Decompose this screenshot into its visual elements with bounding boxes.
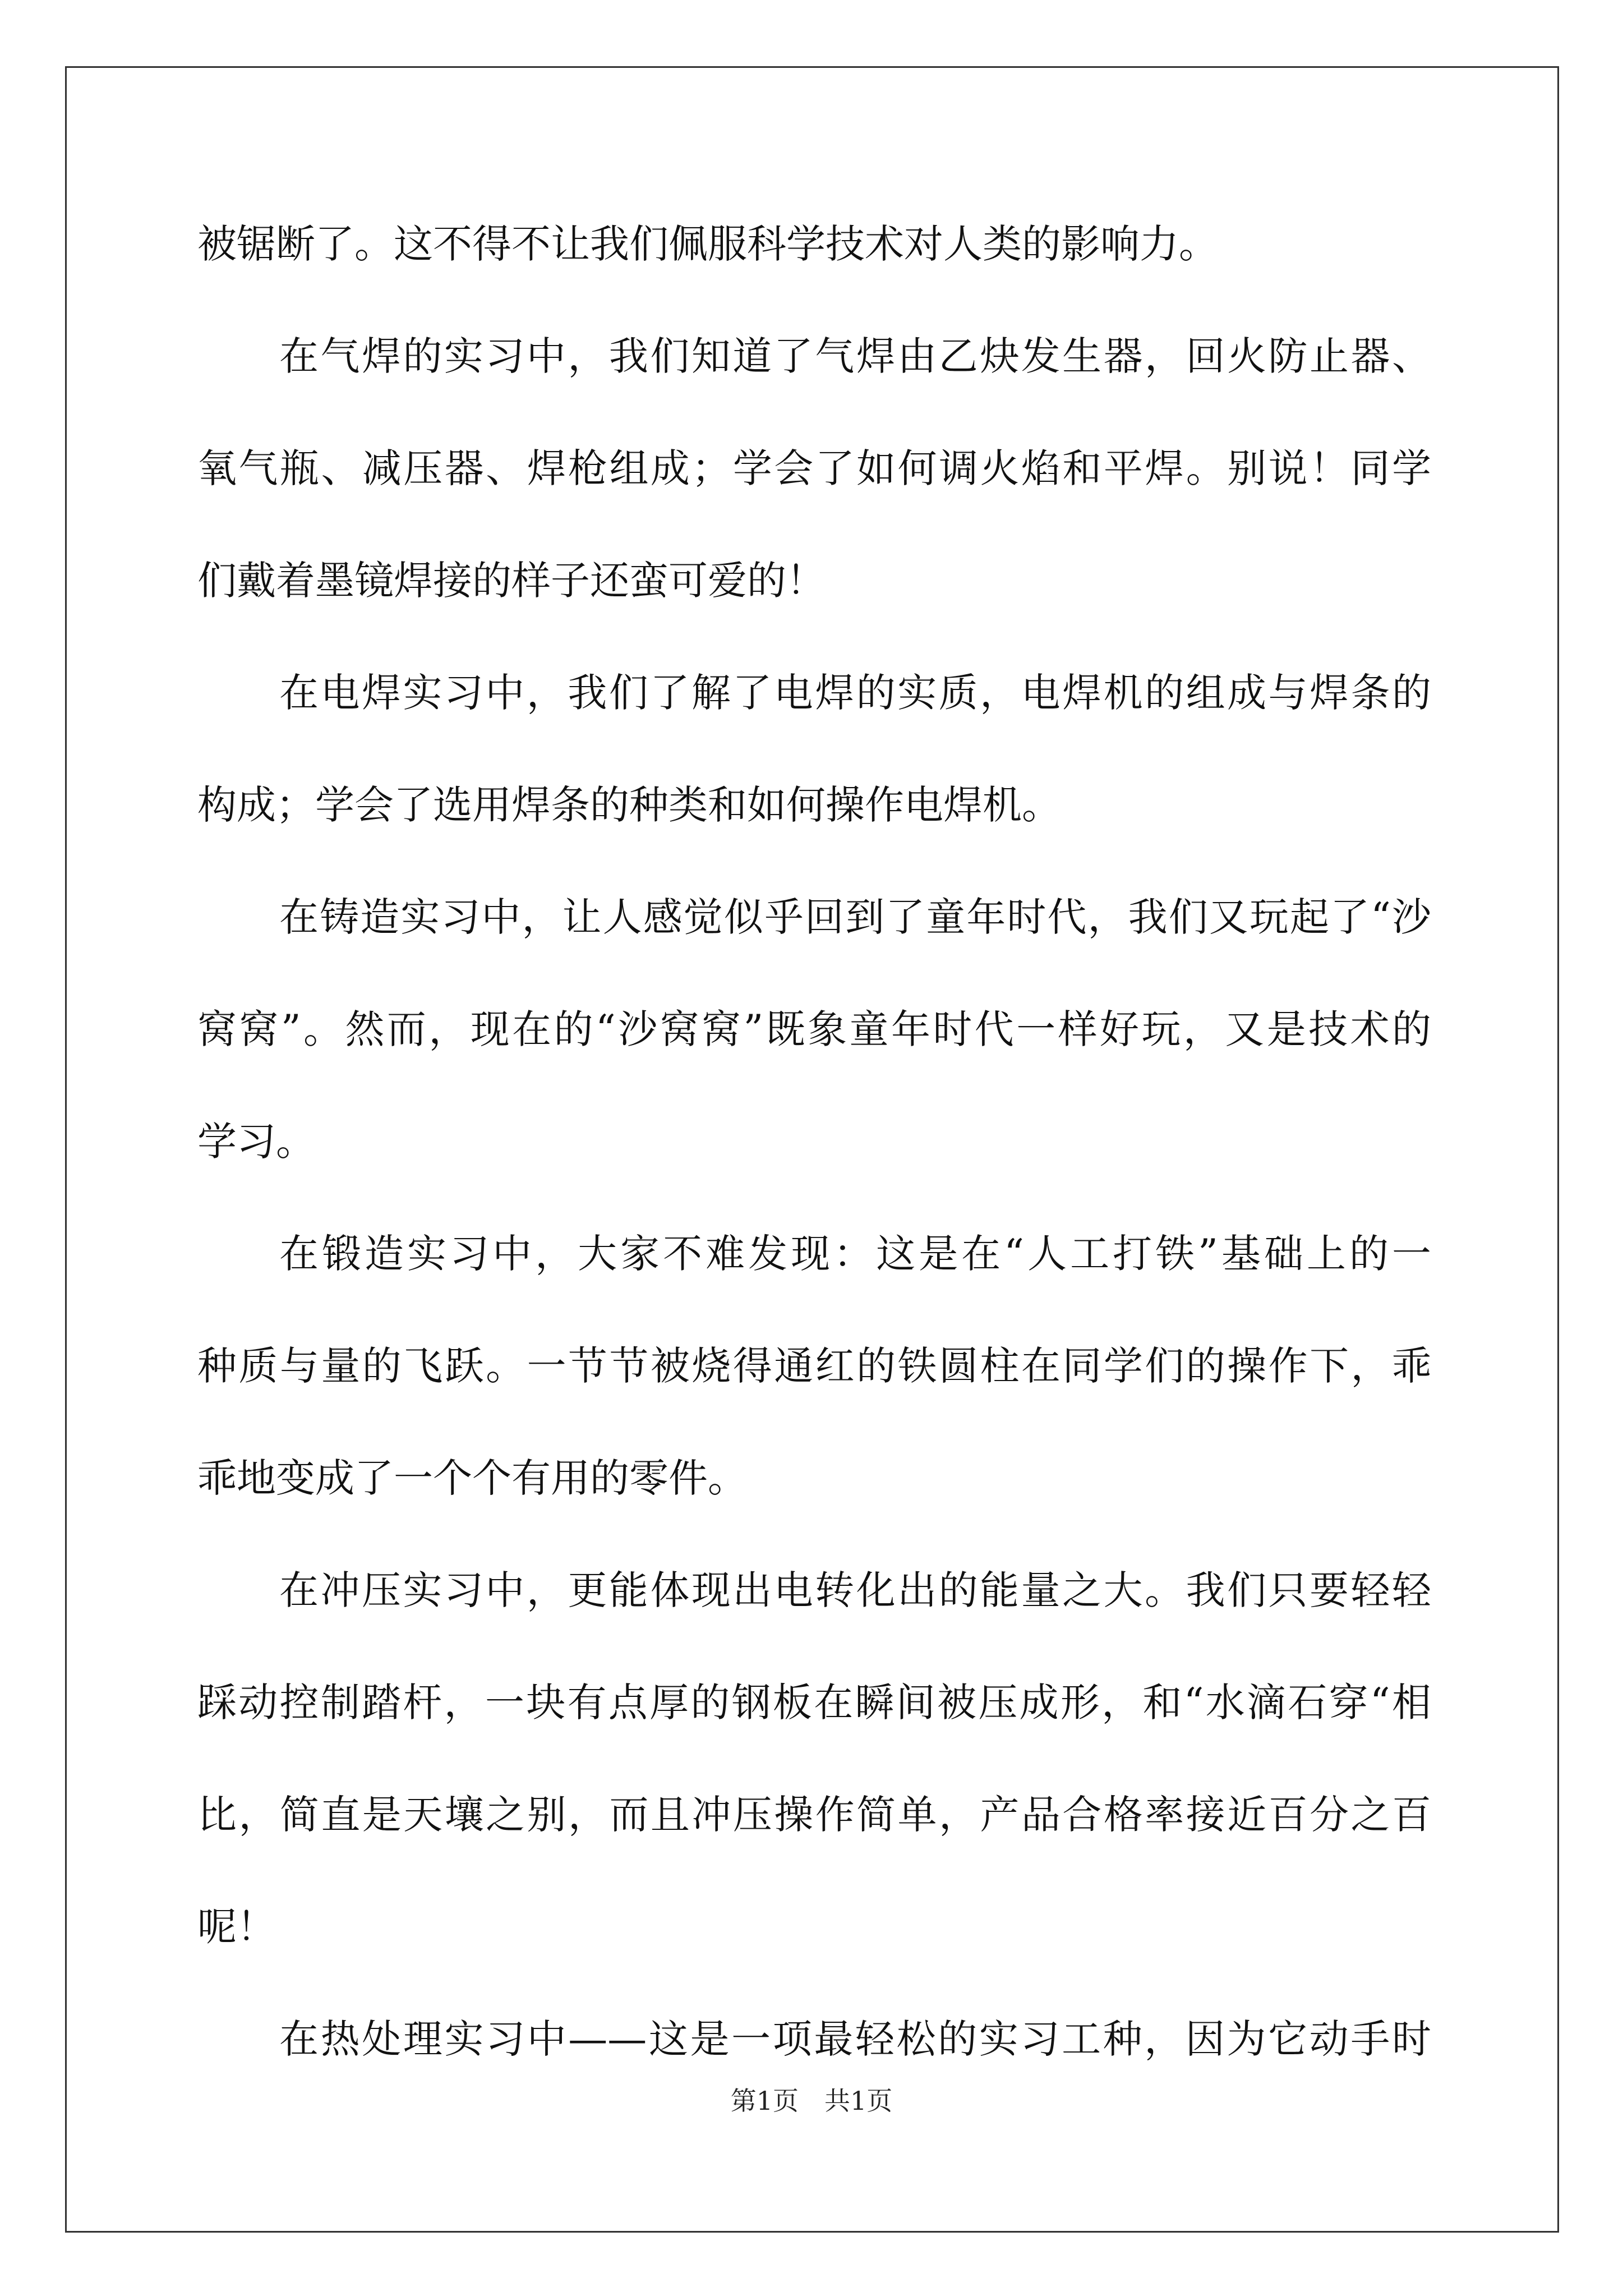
text-line: 们戴着墨镜焊接的样子还蛮可爱的！ — [197, 558, 826, 604]
text-line: 窝窝”。然而，现在的“沙窝窝”既象童年时代一样好玩，又是技术的 — [197, 1006, 1431, 1052]
text-line: 比，简直是天壤之别，而且冲压操作简单，产品合格率接近百分之百 — [197, 1792, 1431, 1838]
text-line: 在冲压实习中，更能体现出电转化出的能量之大。我们只要轻轻 — [279, 1567, 1431, 1613]
text-line: 乖地变成了一个个有用的零件。 — [197, 1455, 747, 1501]
text-line: 在气焊的实习中，我们知道了气焊由乙炔发生器，回火防止器、 — [279, 333, 1431, 379]
text-line: 在热处理实习中——这是一项最轻松的实习工种，因为它动手时 — [279, 2016, 1431, 2062]
text-line: 踩动控制踏杆，一块有点厚的钢板在瞬间被压成形，和“水滴石穿“相 — [197, 1680, 1431, 1726]
text-line: 学习。 — [197, 1119, 315, 1165]
page-number-footer: 第1页 共1页 — [730, 2086, 893, 2116]
text-line: 构成；学会了选用焊条的种类和如何操作电焊机。 — [197, 782, 1061, 828]
text-line: 在锻造实习中，大家不难发现：这是在“人工打铁”基础上的一 — [279, 1231, 1431, 1277]
text-line: 在电焊实习中，我们了解了电焊的实质，电焊机的组成与焊条的 — [279, 670, 1431, 716]
text-line: 被锯断了。这不得不让我们佩服科学技术对人类的影响力。 — [197, 221, 1218, 267]
text-line: 呢！ — [197, 1904, 276, 1950]
text-line: 在铸造实习中，让人感觉似乎回到了童年时代，我们又玩起了“沙 — [279, 894, 1431, 940]
text-line: 氧气瓶、减压器、焊枪组成；学会了如何调火焰和平焊。别说！同学 — [197, 445, 1431, 491]
text-line: 种质与量的飞跃。一节节被烧得通红的铁圆柱在同学们的操作下，乖 — [197, 1343, 1431, 1389]
